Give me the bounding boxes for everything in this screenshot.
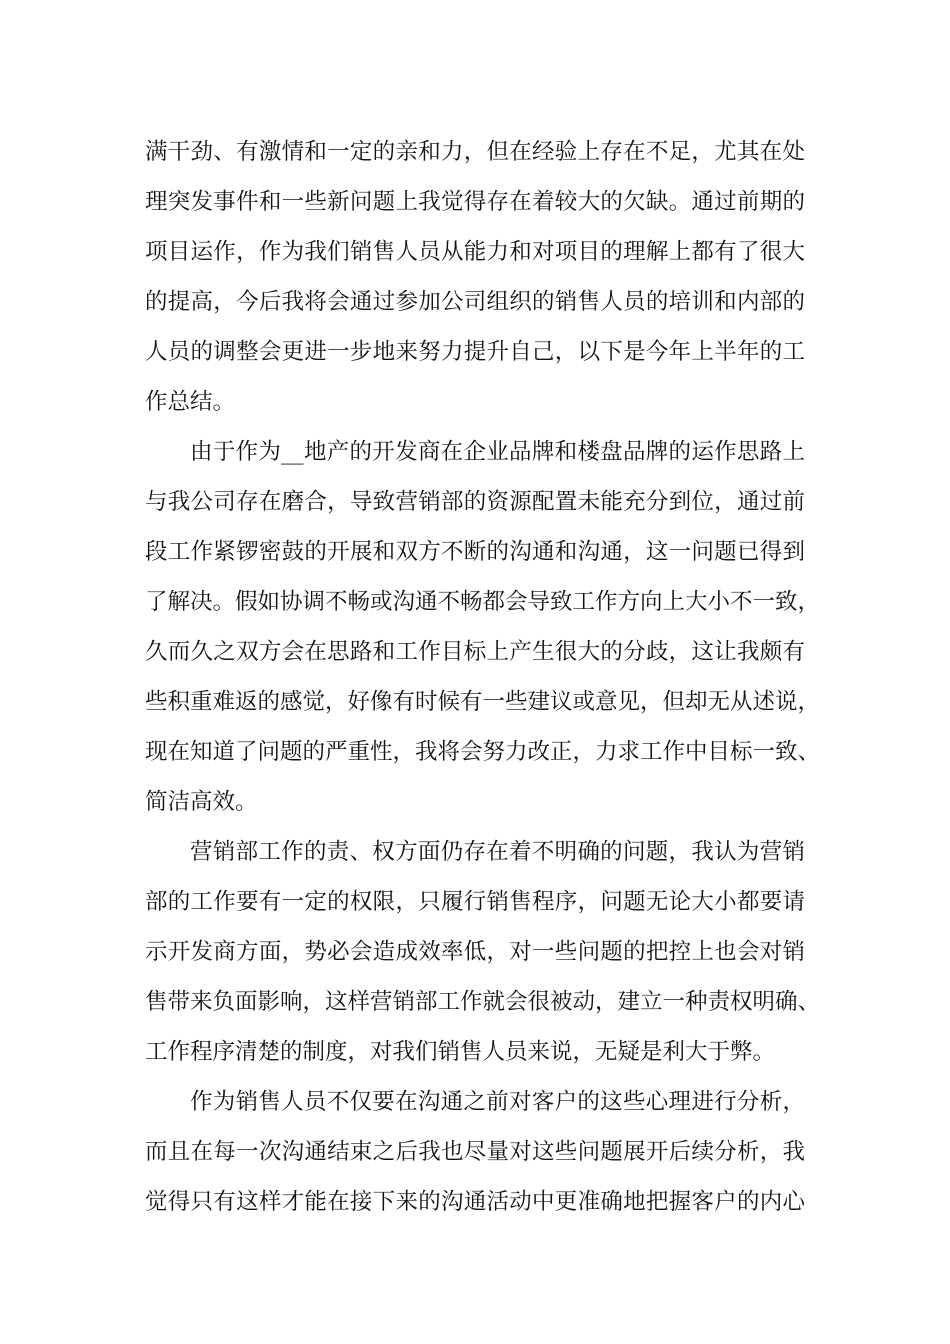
text-line: 人员的调整会更进一步地来努力提升自己，以下是今年上半年的工 [145,339,805,365]
text-line: 的提高，今后我将会通过参加公司组织的销售人员的培训和内部的 [145,289,805,315]
text-line: 些积重难返的感觉，好像有时候有一些建议或意见，但却无从述说， [145,689,821,715]
text-line: 部的工作要有一定的权限，只履行销售程序，问题无论大小都要请 [145,889,805,915]
text-line: 理突发事件和一些新问题上我觉得存在着较大的欠缺。通过前期的 [145,189,805,215]
document-page [145,127,821,1227]
text-line: 项目运作，作为我们销售人员从能力和对项目的理解上都有了很大 [145,239,805,265]
text-line: 与我公司存在磨合，导致营销部的资源配置未能充分到位，通过前 [145,489,805,515]
text-line: 而且在每一次沟通结束之后我也尽量对这些问题展开后续分析，我 [145,1139,805,1165]
text-line: 营销部工作的责、权方面仍存在着不明确的问题，我认为营销 [190,839,805,865]
text-line: 觉得只有这样才能在接下来的沟通活动中更准确地把握客户的内心 [145,1189,805,1215]
text-line: 段工作紧锣密鼓的开展和双方不断的沟通和沟通，这一问题已得到 [145,539,805,565]
paragraph-2 [145,427,821,827]
text-line: 由于作为__地产的开发商在企业品牌和楼盘品牌的运作思路上 [190,439,805,465]
text-line: 作总结。 [145,389,236,415]
text-line: 工作程序清楚的制度，对我们销售人员来说，无疑是利大于弊。 [145,1039,776,1065]
paragraph-3 [145,827,821,1077]
text-line: 作为销售人员不仅要在沟通之前对客户的这些心理进行分析， [190,1089,805,1115]
text-line: 了解决。假如协调不畅或沟通不畅都会导致工作方向上大小不一致， [145,589,821,615]
text-line: 简洁高效。 [145,789,258,815]
paragraph-4 [145,1077,805,1227]
text-line: 现在知道了问题的严重性，我将会努力改正，力求工作中目标一致、 [145,739,821,765]
text-line: 示开发商方面，势必会造成效率低，对一些问题的把控上也会对销 [145,939,805,965]
text-line: 售带来负面影响，这样营销部工作就会很被动，建立一种责权明确、 [145,989,821,1015]
paragraph-1 [145,127,805,427]
text-line: 满干劲、有激情和一定的亲和力，但在经验上存在不足，尤其在处 [145,139,805,165]
text-line: 久而久之双方会在思路和工作目标上产生很大的分歧，这让我颇有 [145,639,805,665]
